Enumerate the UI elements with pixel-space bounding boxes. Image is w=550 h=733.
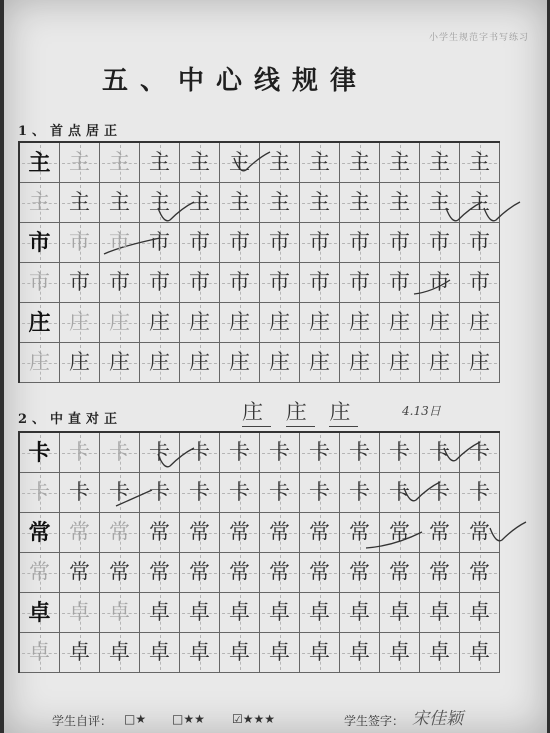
grid-char: 市 xyxy=(29,270,50,294)
grid-char: 常 xyxy=(469,520,490,544)
grid-char: 市 xyxy=(429,270,450,294)
grid-char: 卓 xyxy=(69,640,90,664)
grid-cell xyxy=(420,513,460,553)
grid-cell xyxy=(140,593,180,633)
grid-cell xyxy=(340,553,380,593)
grid-cell xyxy=(260,633,300,673)
grid-char: 庄 xyxy=(28,309,51,336)
grid-char: 市 xyxy=(149,230,170,254)
grid-cell xyxy=(340,593,380,633)
grid-char: 卡 xyxy=(29,480,50,504)
grid-row xyxy=(20,633,500,673)
grid-cell xyxy=(300,593,340,633)
grid-cell xyxy=(220,343,260,383)
grid-cell xyxy=(220,473,260,513)
grid-char: 卓 xyxy=(28,599,51,626)
grid-char: 卡 xyxy=(189,480,210,504)
grid-char: 常 xyxy=(109,520,130,544)
grid-char: 市 xyxy=(349,230,370,254)
grid-cell xyxy=(180,553,220,593)
grid-char: 庄 xyxy=(229,310,250,334)
section2-grid xyxy=(18,431,500,673)
grid-cell xyxy=(340,263,380,303)
grid-char: 市 xyxy=(229,270,250,294)
grid-char: 庄 xyxy=(349,350,370,374)
grid-char: 市 xyxy=(189,230,210,254)
grid-cell xyxy=(340,633,380,673)
grid-char: 卡 xyxy=(69,440,90,464)
grid-char: 卡 xyxy=(429,480,450,504)
grid-char: 庄 xyxy=(29,350,50,374)
grid-cell xyxy=(300,263,340,303)
grid-cell xyxy=(460,303,500,343)
grid-char: 卡 xyxy=(269,480,290,504)
grid-cell xyxy=(220,513,260,553)
grid-cell xyxy=(100,263,140,303)
grid-cell xyxy=(100,433,140,473)
grid-cell xyxy=(300,303,340,343)
grid-char: 市 xyxy=(469,230,490,254)
date-note: 4.13日 xyxy=(402,404,441,418)
grid-cell xyxy=(220,223,260,263)
grid-cell xyxy=(100,553,140,593)
grid-cell xyxy=(180,473,220,513)
grid-cell xyxy=(60,433,100,473)
grid-char: 市 xyxy=(269,270,290,294)
grid-cell xyxy=(340,343,380,383)
grid-char: 卡 xyxy=(309,440,330,464)
grid-char: 卡 xyxy=(229,480,250,504)
grid-cell xyxy=(420,553,460,593)
grid-char: 主 xyxy=(69,190,90,214)
grid-char: 市 xyxy=(28,229,51,256)
grid-row xyxy=(20,303,500,343)
grid-cell xyxy=(60,183,100,223)
grid-char: 主 xyxy=(389,150,410,174)
grid-char: 庄 xyxy=(309,310,330,334)
grid-char: 庄 xyxy=(69,350,90,374)
grid-char: 常 xyxy=(389,560,410,584)
grid-cell xyxy=(20,263,60,303)
grid-char: 卓 xyxy=(109,600,130,624)
grid-cell xyxy=(100,513,140,553)
grid-char: 卡 xyxy=(469,440,490,464)
grid-char: 市 xyxy=(109,270,130,294)
grid-cell xyxy=(260,593,300,633)
grid-cell xyxy=(300,513,340,553)
grid-cell xyxy=(300,473,340,513)
grid-cell xyxy=(180,513,220,553)
grid-char: 卓 xyxy=(429,600,450,624)
grid-char: 庄 xyxy=(149,310,170,334)
practice-char: 庄 xyxy=(286,396,315,427)
grid-char: 主 xyxy=(28,149,51,176)
grid-char: 庄 xyxy=(429,350,450,374)
grid-char: 主 xyxy=(469,150,490,174)
grid-cell xyxy=(140,303,180,343)
grid-char: 主 xyxy=(469,190,490,214)
grid-cell xyxy=(20,633,60,673)
grid-char: 庄 xyxy=(69,310,90,334)
grid-cell xyxy=(180,223,220,263)
grid-cell xyxy=(260,183,300,223)
grid-char: 庄 xyxy=(389,350,410,374)
grid-cell xyxy=(180,633,220,673)
grid-char: 庄 xyxy=(109,310,130,334)
grid-char: 庄 xyxy=(189,350,210,374)
grid-cell xyxy=(140,513,180,553)
grid-char: 卡 xyxy=(69,480,90,504)
grid-cell xyxy=(460,263,500,303)
grid-cell xyxy=(340,183,380,223)
grid-char: 庄 xyxy=(469,350,490,374)
grid-char: 市 xyxy=(469,270,490,294)
grid-cell xyxy=(260,223,300,263)
grid-cell xyxy=(380,143,420,183)
grid-cell xyxy=(20,223,60,263)
grid-cell xyxy=(460,633,500,673)
grid-cell xyxy=(100,633,140,673)
grid-cell xyxy=(20,553,60,593)
grid-cell xyxy=(140,633,180,673)
grid-char: 卓 xyxy=(189,600,210,624)
grid-cell xyxy=(420,343,460,383)
grid-char: 卡 xyxy=(109,480,130,504)
grid-cell xyxy=(140,553,180,593)
grid-char: 主 xyxy=(149,150,170,174)
grid-char: 市 xyxy=(149,270,170,294)
grid-cell xyxy=(380,303,420,343)
grid-row xyxy=(20,343,500,383)
grid-char: 卡 xyxy=(469,480,490,504)
grid-char: 主 xyxy=(69,150,90,174)
grid-cell xyxy=(260,553,300,593)
grid-cell xyxy=(60,513,100,553)
practice-char: 庄 xyxy=(242,396,271,427)
evaluation-option-3: ☑★★★ xyxy=(232,712,276,726)
grid-char: 卡 xyxy=(349,480,370,504)
grid-cell xyxy=(420,143,460,183)
grid-char: 常 xyxy=(389,520,410,544)
practice-char: 庄 xyxy=(329,396,358,427)
grid-cell xyxy=(300,343,340,383)
grid-char: 常 xyxy=(269,560,290,584)
grid-cell xyxy=(100,343,140,383)
grid-char: 主 xyxy=(189,190,210,214)
grid-char: 卡 xyxy=(349,440,370,464)
grid-cell xyxy=(220,633,260,673)
grid-char: 庄 xyxy=(389,310,410,334)
grid-cell xyxy=(140,263,180,303)
grid-cell xyxy=(460,343,500,383)
grid-cell xyxy=(420,223,460,263)
evaluation-option-2: □★★ xyxy=(172,712,205,726)
grid-char: 卓 xyxy=(349,640,370,664)
grid-char: 庄 xyxy=(469,310,490,334)
grid-char: 市 xyxy=(69,270,90,294)
grid-char: 卡 xyxy=(28,439,51,466)
grid-cell xyxy=(60,593,100,633)
grid-char: 常 xyxy=(309,560,330,584)
grid-char: 卓 xyxy=(269,640,290,664)
grid-char: 主 xyxy=(109,190,130,214)
grid-char: 卡 xyxy=(269,440,290,464)
grid-row xyxy=(20,433,500,473)
grid-cell xyxy=(20,473,60,513)
grid-char: 主 xyxy=(109,150,130,174)
grid-cell xyxy=(20,593,60,633)
grid-cell xyxy=(420,303,460,343)
grid-cell xyxy=(420,593,460,633)
grid-char: 庄 xyxy=(149,350,170,374)
grid-cell xyxy=(140,143,180,183)
practice-chars xyxy=(242,396,358,427)
grid-cell xyxy=(20,303,60,343)
grid-char: 常 xyxy=(269,520,290,544)
grid-char: 主 xyxy=(429,190,450,214)
grid-char: 卡 xyxy=(149,440,170,464)
grid-cell xyxy=(340,223,380,263)
grid-row xyxy=(20,553,500,593)
grid-cell xyxy=(380,223,420,263)
grid-char: 常 xyxy=(429,560,450,584)
grid-char: 常 xyxy=(69,560,90,584)
grid-char: 常 xyxy=(229,520,250,544)
grid-cell xyxy=(180,143,220,183)
worksheet-page xyxy=(4,0,547,733)
grid-char: 常 xyxy=(229,560,250,584)
grid-row xyxy=(20,593,500,633)
grid-cell xyxy=(60,553,100,593)
grid-cell xyxy=(260,343,300,383)
grid-char: 常 xyxy=(149,560,170,584)
student-signature: 宋佳颖 xyxy=(412,709,463,729)
grid-char: 庄 xyxy=(189,310,210,334)
grid-char: 卡 xyxy=(309,480,330,504)
grid-char: 卓 xyxy=(29,640,50,664)
grid-char: 市 xyxy=(389,230,410,254)
grid-cell xyxy=(260,473,300,513)
grid-cell xyxy=(60,303,100,343)
grid-char: 卓 xyxy=(269,600,290,624)
evaluation-option-1: □★ xyxy=(124,712,147,726)
grid-cell xyxy=(20,343,60,383)
grid-cell xyxy=(220,433,260,473)
grid-char: 卓 xyxy=(149,600,170,624)
grid-cell xyxy=(100,303,140,343)
grid-char: 主 xyxy=(429,150,450,174)
grid-char: 主 xyxy=(229,190,250,214)
grid-char: 卓 xyxy=(109,640,130,664)
grid-char: 市 xyxy=(109,230,130,254)
grid-cell xyxy=(260,433,300,473)
grid-char: 市 xyxy=(229,230,250,254)
grid-char: 市 xyxy=(349,270,370,294)
grid-cell xyxy=(20,143,60,183)
grid-char: 市 xyxy=(309,230,330,254)
grid-char: 卡 xyxy=(149,480,170,504)
grid-char: 常 xyxy=(349,520,370,544)
grid-cell xyxy=(340,473,380,513)
grid-cell xyxy=(60,223,100,263)
grid-char: 主 xyxy=(149,190,170,214)
grid-char: 卓 xyxy=(189,640,210,664)
grid-cell xyxy=(340,303,380,343)
grid-cell xyxy=(460,593,500,633)
grid-cell xyxy=(260,303,300,343)
grid-char: 卡 xyxy=(109,440,130,464)
grid-cell xyxy=(380,433,420,473)
grid-cell xyxy=(20,183,60,223)
grid-cell xyxy=(220,593,260,633)
section1-heading: 1、首点居正 xyxy=(18,124,123,139)
grid-char: 主 xyxy=(309,150,330,174)
grid-char: 卓 xyxy=(69,600,90,624)
grid-cell xyxy=(180,303,220,343)
grid-char: 市 xyxy=(429,230,450,254)
grid-char: 常 xyxy=(349,560,370,584)
grid-char: 常 xyxy=(69,520,90,544)
grid-char: 卓 xyxy=(429,640,450,664)
grid-cell xyxy=(20,433,60,473)
page-title: 五、中心线规律 xyxy=(102,66,369,96)
grid-char: 常 xyxy=(469,560,490,584)
grid-cell xyxy=(300,183,340,223)
grid-cell xyxy=(220,263,260,303)
grid-cell xyxy=(380,183,420,223)
grid-cell xyxy=(300,553,340,593)
grid-cell xyxy=(420,633,460,673)
grid-char: 常 xyxy=(309,520,330,544)
grid-cell xyxy=(300,223,340,263)
grid-cell xyxy=(260,263,300,303)
grid-char: 常 xyxy=(189,560,210,584)
grid-char: 常 xyxy=(109,560,130,584)
grid-cell xyxy=(380,553,420,593)
grid-char: 卓 xyxy=(229,600,250,624)
grid-cell xyxy=(340,143,380,183)
grid-char: 庄 xyxy=(309,350,330,374)
grid-char: 卓 xyxy=(229,640,250,664)
grid-cell xyxy=(220,303,260,343)
grid-char: 主 xyxy=(389,190,410,214)
section2-heading: 2、中直对正 xyxy=(18,412,123,427)
grid-char: 卓 xyxy=(469,600,490,624)
grid-cell xyxy=(180,593,220,633)
grid-char: 主 xyxy=(29,190,50,214)
grid-char: 常 xyxy=(29,560,50,584)
grid-cell xyxy=(20,513,60,553)
grid-char: 主 xyxy=(269,190,290,214)
grid-cell xyxy=(100,143,140,183)
grid-cell xyxy=(300,143,340,183)
grid-char: 庄 xyxy=(429,310,450,334)
grid-char: 庄 xyxy=(269,350,290,374)
header-note: 小学生规范字书写练习 xyxy=(428,33,529,43)
signature-label: 学生签字： xyxy=(344,714,405,728)
grid-cell xyxy=(100,183,140,223)
grid-char: 卡 xyxy=(389,440,410,464)
grid-cell xyxy=(220,553,260,593)
grid-char: 庄 xyxy=(269,310,290,334)
grid-char: 市 xyxy=(69,230,90,254)
grid-row xyxy=(20,223,500,263)
grid-char: 主 xyxy=(229,150,250,174)
grid-cell xyxy=(220,183,260,223)
grid-cell xyxy=(260,513,300,553)
check-mark-icon xyxy=(488,520,528,548)
grid-char: 主 xyxy=(269,150,290,174)
grid-char: 常 xyxy=(28,519,51,546)
grid-char: 常 xyxy=(149,520,170,544)
grid-cell xyxy=(300,433,340,473)
grid-char: 市 xyxy=(189,270,210,294)
grid-char: 卓 xyxy=(309,640,330,664)
grid-cell xyxy=(340,433,380,473)
grid-cell xyxy=(60,343,100,383)
grid-char: 庄 xyxy=(109,350,130,374)
grid-char: 市 xyxy=(269,230,290,254)
grid-char: 卓 xyxy=(389,640,410,664)
grid-row xyxy=(20,513,500,553)
grid-char: 庄 xyxy=(349,310,370,334)
grid-char: 卡 xyxy=(189,440,210,464)
grid-cell xyxy=(460,223,500,263)
grid-char: 庄 xyxy=(229,350,250,374)
grid-char: 主 xyxy=(189,150,210,174)
grid-row xyxy=(20,183,500,223)
grid-cell xyxy=(60,633,100,673)
grid-char: 卓 xyxy=(469,640,490,664)
grid-cell xyxy=(180,263,220,303)
grid-cell xyxy=(100,593,140,633)
grid-cell xyxy=(60,143,100,183)
grid-char: 主 xyxy=(349,190,370,214)
grid-char: 卓 xyxy=(349,600,370,624)
grid-cell xyxy=(460,143,500,183)
grid-char: 常 xyxy=(429,520,450,544)
grid-cell xyxy=(60,263,100,303)
grid-cell xyxy=(380,633,420,673)
grid-char: 卡 xyxy=(429,440,450,464)
grid-char: 卓 xyxy=(309,600,330,624)
grid-char: 卡 xyxy=(389,480,410,504)
grid-char: 常 xyxy=(189,520,210,544)
grid-char: 主 xyxy=(309,190,330,214)
grid-cell xyxy=(460,553,500,593)
grid-cell xyxy=(140,343,180,383)
grid-char: 卡 xyxy=(229,440,250,464)
grid-char: 卓 xyxy=(149,640,170,664)
self-evaluation-label: 学生自评： xyxy=(52,714,113,728)
grid-char: 市 xyxy=(389,270,410,294)
grid-char: 卓 xyxy=(389,600,410,624)
grid-cell xyxy=(460,473,500,513)
grid-char: 主 xyxy=(349,150,370,174)
grid-cell xyxy=(300,633,340,673)
grid-cell xyxy=(180,343,220,383)
grid-cell xyxy=(60,473,100,513)
grid-char: 市 xyxy=(309,270,330,294)
grid-cell xyxy=(380,593,420,633)
grid-cell xyxy=(380,343,420,383)
